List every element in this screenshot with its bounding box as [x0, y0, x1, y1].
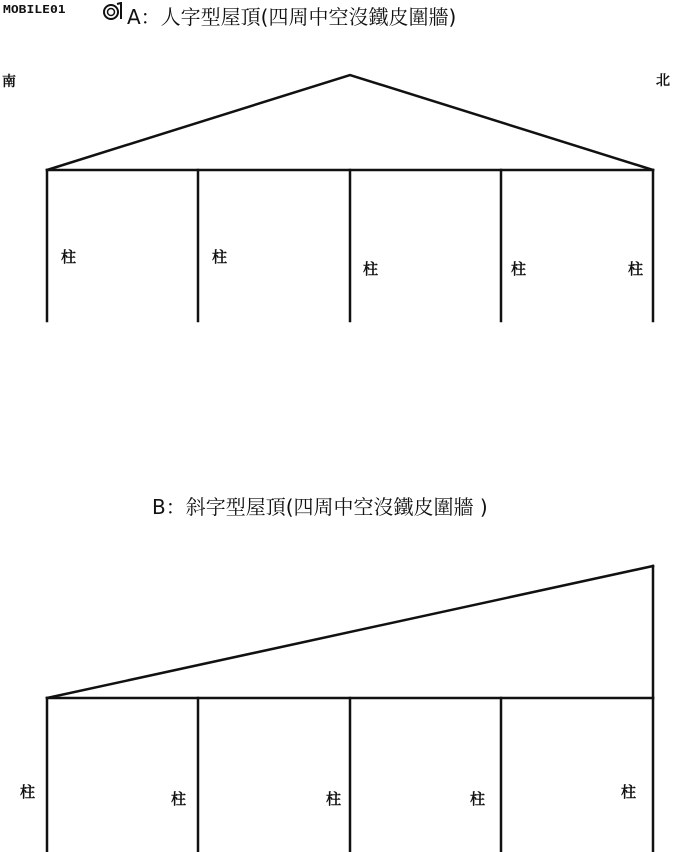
column-b-label-1: 柱: [20, 783, 36, 801]
column-b-label-4: 柱: [470, 790, 486, 808]
diagram-b-labels: [20, 783, 636, 808]
column-a-label-1: 柱: [61, 248, 77, 266]
column-b-label-5: 柱: [621, 783, 637, 801]
diagram-a: [47, 75, 653, 321]
column-a-label-5: 柱: [628, 260, 644, 278]
diagram-a-title: A：人字型屋頂(四周中空沒鐵皮圍牆): [127, 5, 457, 29]
diagram-a-labels: [61, 248, 643, 278]
logo-text: MOBILE01: [3, 4, 66, 16]
column-b-label-2: 柱: [171, 790, 187, 808]
column-a-label-2: 柱: [212, 248, 228, 266]
gable-roof-outline: [47, 75, 653, 170]
shed-roof-slope: [47, 566, 653, 698]
column-a-label-3: 柱: [363, 260, 379, 278]
column-b-label-3: 柱: [326, 790, 342, 808]
diagram-b: [47, 566, 653, 851]
diagram-b-title: B：斜字型屋頂(四周中空沒鐵皮圍牆 ): [152, 495, 488, 519]
column-a-label-4: 柱: [511, 260, 527, 278]
south-label: 南: [2, 74, 16, 90]
north-label: 北: [656, 73, 670, 89]
